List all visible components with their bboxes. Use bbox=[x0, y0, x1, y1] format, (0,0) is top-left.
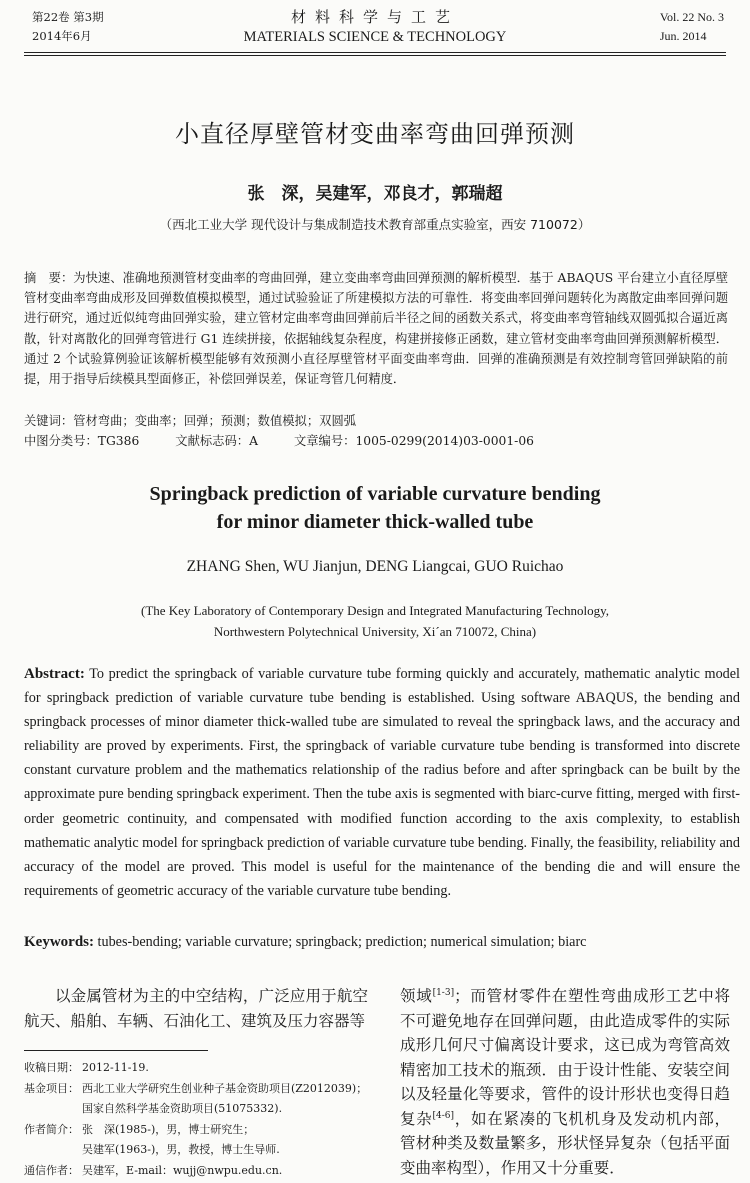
footnote-received-value: 2012-11-19. bbox=[82, 1061, 149, 1074]
footnote-rule bbox=[24, 1050, 208, 1051]
document-code: 文献标志码：A bbox=[175, 434, 258, 448]
paper-title-en bbox=[0, 480, 750, 536]
footnote-corresponding-label: 通信作者： bbox=[24, 1163, 79, 1177]
keywords-en-label: Keywords: bbox=[24, 934, 94, 950]
header-rule-secondary bbox=[24, 55, 726, 56]
footnotes bbox=[24, 1058, 374, 1181]
footnote-received bbox=[24, 1058, 374, 1079]
article-number: 文章编号：1005-0299(2014)03-0001-06 bbox=[293, 434, 534, 448]
footnote-fund-value-2: 国家自然科学基金资助项目(51075332). bbox=[82, 1102, 283, 1115]
body-right-part-3: ，如在紧凑的飞机机身及发动机内部，管材种类及数量繁多，形状怪异复杂（包括平面变曲率构型），作用又十分重要． bbox=[400, 1109, 730, 1177]
body-text-left-column: 以金属管材为主的中空结构，广泛应用于航空航天、船舶、车辆、石油化工、建筑及压力容器等 bbox=[24, 987, 368, 1030]
date-en: Jun. 2014 bbox=[659, 29, 707, 43]
citation-ref-2: [4-6] bbox=[432, 1110, 454, 1121]
journal-name-en: MATERIALS SCIENCE & TECHNOLOGY bbox=[243, 29, 507, 45]
paper-title-en-line2: for minor diameter thick-walled tube bbox=[216, 511, 534, 533]
volume-issue-en: Vol. 22 No. 3 bbox=[659, 10, 724, 24]
abstract-en-label: Abstract: bbox=[24, 666, 85, 682]
abstract-en bbox=[24, 662, 740, 903]
keywords-cn-text: 管材弯曲；变曲率；回弹；预测；数值模拟；双圆弧 bbox=[73, 414, 357, 428]
footnote-received-label: 收稿日期： bbox=[24, 1061, 79, 1074]
keywords-en bbox=[24, 930, 740, 954]
abstract-cn-label: 摘 要： bbox=[24, 271, 74, 285]
paper-title-cn: 小直径厚壁管材变曲率弯曲回弹预测 bbox=[175, 120, 575, 148]
keywords-en-text: tubes-bending; variable curvature; springback; prediction; numerical simulation; biarc bbox=[94, 934, 587, 950]
footnote-author-value-1: 张 深(1985-)，男，博士研究生； bbox=[82, 1122, 255, 1136]
footnote-fund-label: 基金项目： bbox=[24, 1081, 79, 1095]
header-rule bbox=[24, 52, 726, 53]
footnote-author bbox=[24, 1120, 374, 1141]
body-right-part-1: 领域 bbox=[400, 987, 433, 1005]
body-right-part-2: ；而管材零件在塑性弯曲成形工艺中将不可避免地存在回弹问题，由此造成零件的实际成形几何尺寸偏离设计要求，这已成为弯管高效精密加工技术的瓶颈．由于设计性能、安装空间以及轻量化等要求，管件的设计形状也变得日趋复杂 bbox=[400, 987, 730, 1128]
clc-number: 中图分类号：TG386 bbox=[24, 434, 140, 448]
paper-title-en-line1: Springback prediction of variable curvature bending bbox=[149, 483, 601, 505]
body-text-right-column bbox=[400, 984, 730, 1180]
journal-header bbox=[0, 6, 750, 46]
footnote-corresponding-value: 吴建军，E-mail：wujj@nwpu.edu.cn. bbox=[82, 1163, 283, 1177]
affiliation-en-line1: (The Key Laboratory of Contemporary Design and Integrated Manufacturing Technology, bbox=[140, 603, 610, 618]
abstract-cn-text: 为快速、准确地预测管材变曲率的弯曲回弹，建立变曲率弯曲回弹预测的解析模型．基于 ABAQUS 平台建立小直径厚壁管材变曲率弯曲成形及回弹数值模拟模型，通过试验验证了所建模拟方法的可靠性．将变曲率回弹问题转化为离散定曲率回弹问题进行研究，通过近似纯弯曲回弹实验，建立管材定曲率弯曲回弹前后半径之间的函数关系式，将变曲率弯管轴线双圆弧拟合逼近离散，针对离散化的回弹弯管进行 G1 连续拼接，依据轴线复杂程度，构建拼接修正函数，建立管材变曲率弯曲回弹预测解析模型．通过 2 个试验算例验证该解析模型能够有效预测小直径厚壁管材平面变曲率弯曲．回弹的准确预测是有效控制弯管回弹缺陷的前提，用于指导后续模具型面修正，补偿回弹误差，保证弯管几何精度． bbox=[24, 271, 728, 387]
footnote-author-label: 作者简介： bbox=[24, 1122, 79, 1136]
keywords-cn bbox=[24, 411, 728, 431]
footnote-author-value-2: 吴建军(1963-)，男，教授，博士生导师. bbox=[82, 1143, 280, 1156]
footnote-corresponding bbox=[24, 1161, 374, 1182]
citation-ref-1: [1-3] bbox=[432, 987, 455, 998]
date-cn: 2014年6月 bbox=[32, 29, 92, 43]
header-right bbox=[660, 8, 724, 46]
affiliation-en-line2: Northwestern Polytechnical University, Xi´an 710072, China) bbox=[213, 624, 537, 639]
affiliation-cn: （西北工业大学 现代设计与集成制造技术教育部重点实验室，西安 710072） bbox=[159, 217, 591, 232]
footnote-fund-value-1: 西北工业大学研究生创业种子基金资助项目(Z2012039)； bbox=[82, 1081, 368, 1095]
affiliation-en bbox=[0, 600, 750, 642]
authors-cn: 张 深，吴建军，邓良才，郭瑞超 bbox=[247, 184, 503, 204]
journal-name-cn: 材料科学与工艺 bbox=[290, 8, 459, 26]
classification-line bbox=[24, 431, 728, 451]
footnote-fund bbox=[24, 1079, 374, 1100]
keywords-cn-label: 关键词： bbox=[24, 414, 74, 428]
authors-en: ZHANG Shen, WU Jianjun, DENG Liangcai, GUO Ruichao bbox=[186, 558, 564, 575]
abstract-en-text: To predict the springback of variable curvature tube forming quickly and accurately, mathematic analytic model for springback prediction of variable curvature tube bending is established. Using software ABAQUS, the bending and springback processes of minor diameter thick-walled tube are simulated to reveal the springback laws, and the accuracy and reliability are proved by experiments. First, the springback of variable curvature tube bending is transformed into discrete constant curvature problem and the mathematics relationship of the radius before and after springback can be built by the approximate pure bending springback experiment. Then the tube axis is segmented with biarc-curve fitting, merged with first-order geometric continuity, and compensated with modified function according to the axis complexity, to establish mathematic analytic model for springback prediction of variable curvature tube bending. Finally, the feasibility, reliability and accuracy of the model are proved. This model is useful for the maintenance of the bending die and will ensure the requirements of geometric accuracy of the variable curvature tube bending. bbox=[24, 666, 740, 899]
abstract-cn bbox=[24, 268, 728, 389]
volume-issue-cn: 第22卷 第3期 bbox=[32, 10, 104, 24]
